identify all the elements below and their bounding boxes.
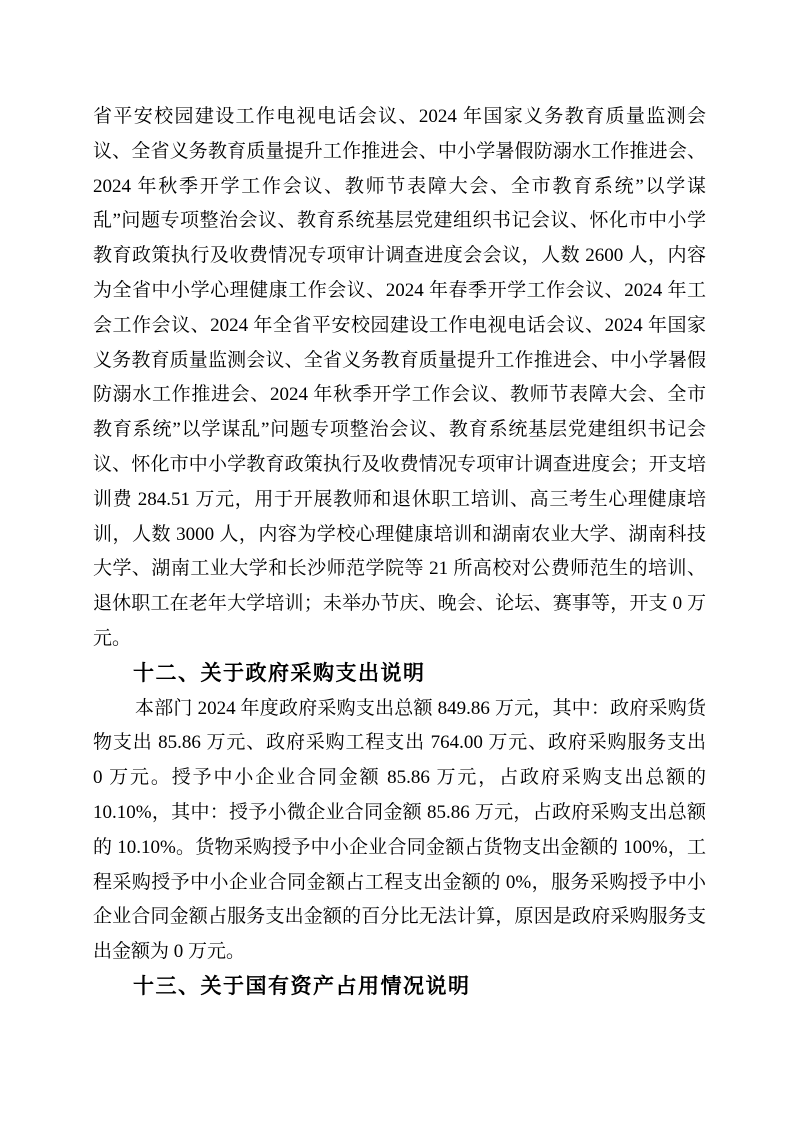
text-line: 2024 年秋季开学工作会议、教师节表障大会、全市教育系统”以学谋	[93, 175, 706, 197]
text-line: 大学、湖南工业大学和长沙师范学院等 21 所高校对公费师范生的培训、	[93, 558, 706, 580]
section-heading-12-government-procurement: 十二、关于政府采购支出说明	[133, 661, 426, 685]
text-line: 出金额为 0 万元。	[93, 941, 246, 963]
text-line: 元。	[93, 627, 132, 649]
text-line: 教育系统”以学谋乱”问题专项整治会议、教育系统基层党建组织书记会	[93, 419, 706, 441]
text-line: 义务教育质量监测会议、全省义务教育质量提升工作推进会、中小学暑假	[93, 349, 706, 371]
text-line: 本部门 2024 年度政府采购支出总额 849.86 万元，其中：政府采购货	[135, 697, 706, 719]
text-line: 退休职工在老年大学培训；未举办节庆、晚会、论坛、赛事等，开支 0 万	[93, 593, 706, 615]
text-line: 乱”问题专项整治会议、教育系统基层党建组织书记会议、怀化市中小学	[93, 210, 706, 232]
text-line: 物支出 85.86 万元、政府采购工程支出 764.00 万元、政府采购服务支出	[93, 732, 706, 754]
government-procurement-paragraph	[93, 692, 706, 970]
text-line: 教育政策执行及收费情况专项审计调查进度会会议，人数 2600 人，内容	[93, 245, 706, 267]
text-line: 防溺水工作推进会、2024 年秋季开学工作会议、教师节表障大会、全市	[93, 384, 706, 406]
text-line: 省平安校园建设工作电视电话会议、2024 年国家义务教育质量监测会	[93, 106, 706, 127]
text-line: 议、怀化市中小学教育政策执行及收费情况专项审计调查进度会；开支培	[93, 453, 706, 475]
document-body	[93, 100, 706, 1005]
text-line: 训费 284.51 万元，用于开展教师和退休职工培训、高三考生心理健康培	[93, 488, 706, 510]
text-line: 程采购授予中小企业合同金额占工程支出金额的 0%，服务采购授予中小	[93, 871, 706, 893]
text-line: 企业合同金额占服务支出金额的百分比无法计算，原因是政府采购服务支	[93, 906, 706, 928]
text-line: 会工作会议、2024 年全省平安校园建设工作电视电话会议、2024 年国家	[93, 314, 706, 336]
text-line: 为全省中小学心理健康工作会议、2024 年春季开学工作会议、2024 年工	[93, 279, 706, 301]
text-line: 的 10.10%。货物采购授予中小企业合同金额占货物支出金额的 100%，工	[93, 836, 706, 858]
section-heading-13-state-owned-assets: 十三、关于国有资产占用情况说明	[133, 974, 471, 998]
text-line: 0 万元。授予中小企业合同金额 85.86 万元，占政府采购支出总额的	[93, 767, 706, 789]
text-line: 10.10%，其中：授予小微企业合同金额 85.86 万元，占政府采购支出总额	[93, 801, 706, 823]
meetings-and-training-expense-paragraph	[93, 100, 706, 657]
text-line: 议、全省义务教育质量提升工作推进会、中小学暑假防溺水工作推进会、	[93, 140, 706, 162]
text-line: 训，人数 3000 人，内容为学校心理健康培训和湖南农业大学、湖南科技	[93, 523, 706, 545]
